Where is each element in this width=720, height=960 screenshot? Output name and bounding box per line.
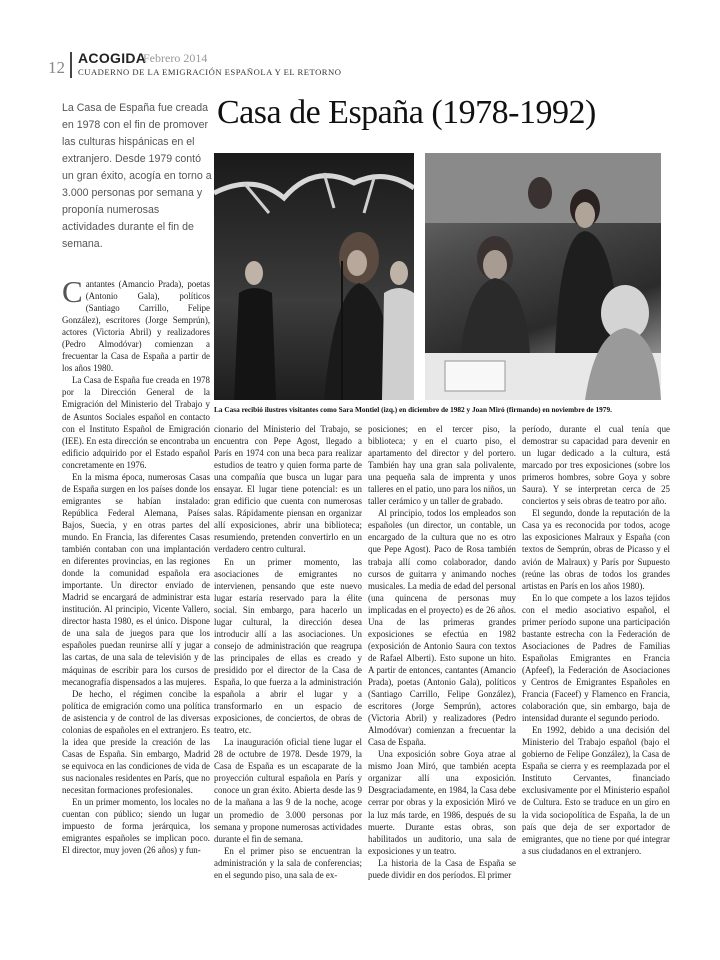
paragraph: período, durante el cual tenía que demostrar su capacidad para devenir en un lugar dedicado a la cultura, está marcado por tres exposiciones (sobre los primeros hombres, sobre Goya y sobre Saura). Y se interpretan cerca de 25 conciertos y seis obras de teatro por año.	[522, 424, 670, 507]
photo-caption: La Casa recibió ilustres visitantes como Sara Montiel (izq.) en diciembre de 1982 y Joan Miró (firmando) en noviembre de 1979.	[214, 405, 612, 414]
paragraph	[62, 274, 210, 374]
photo-sara-montiel	[214, 153, 414, 400]
header-divider	[70, 52, 72, 78]
paragraph: El segundo, donde la reputación de la Casa ya es reconocida por todos, acoge las exposiciones Malraux y España (con textos de Semprún, obras de Picasso y el avión de Malraux) y París por Supuesto (reúne las obras de todos los grandes artistas en París en los años 1980).	[522, 508, 670, 591]
drop-cap: C	[62, 274, 83, 309]
article-title: Casa de España (1978-1992)	[217, 94, 596, 131]
issue-date: Febrero 2014	[143, 51, 208, 65]
publication-name: ACOGIDA	[78, 50, 147, 66]
article-intro: La Casa de España fue creada en 1978 con el fin de promover las culturas hispánicas en el extranjero. Desde 1979 contó un gran éxito, acogía en torno a 3.000 personas por semana y proponía numerosas actividades durante el fin de semana.	[62, 102, 212, 250]
photo-sara-montiel-illustration	[214, 153, 414, 400]
paragraph: En lo que compete a los lazos tejidos con el medio asociativo español, el primer período supone una participación bastante estrecha con la Federación de Asociaciones de Padres de Familias Españolas Emigrantes en Francia (Apfeef), la Federación de Asociaciones y Centros de Emigrantes Españoles en Francia (Faceef) y Flamenco en Francia, colaboración que, sin embargo, baja de intensidad durante el segundo periodo.	[522, 592, 670, 724]
publication-subtitle: CUADERNO DE LA EMIGRACIÓN ESPAÑOLA Y EL RETORNO	[78, 67, 342, 77]
paragraph: La Casa de España fue creada en 1978 por la Dirección General de la Emigración del Ministerio del Trabajo y de Asuntos Sociales español en contacto con el Instituto Español de Emigración (IEE). En esta dirección se encontraba un edificio adquirido por el Estado español concretamente en 1976.	[62, 375, 210, 470]
paragraph: En un primer momento, las asociaciones de emigrantes no intervienen, pensando que este nuevo lugar estaría reservado para la élite social. Sin embargo, para hacerlo un lugar cultural, la dirección desea introducir allí a las asociaciones. Un consejo de administración que reagrupa las principales de ellas es creado y presidido por el director de la Casa de España, lo que fuerza a la administración española a abrir el lugar y a transformarlo en un espacio de exposiciones, de conciertos, de obras de teatro, etc.	[214, 556, 362, 736]
page-header	[48, 50, 688, 80]
text-column-1	[62, 274, 210, 856]
photo-joan-miro	[425, 153, 661, 400]
paragraph: En 1992, debido a una decisión del Ministerio del Trabajo español (bajo el gobierno de Felipe González), la Casa de España se cierra y es reemplazada por el Instituto Cervantes, financiado exclusivamente por el Ministerio español de Cultura. Esto se traduce en un giro en la vida sociopolítica de España, la de un país que deja de ser exportador de emigrantes, que no tiene por qué integrar a sus ciudadanos en el extranjero.	[522, 725, 670, 856]
paragraph: En el primer piso se encuentran la administración y la sala de conferencias; en el segundo piso, una sala de ex-	[214, 845, 362, 880]
paragraph: En un primer momento, los locales no cuentan con público; siendo un lugar impuesto de forma jerárquica, los emigrantes españoles se implican poco. El director, muy joven (26 años) y fun-	[62, 797, 210, 856]
paragraph: La inauguración oficial tiene lugar el 28 de octubre de 1978. Desde 1979, la Casa de España es un escaparate de la proyección cultural española en París y conoce un gran éxito. Abierta desde las 9 de la mañana a las 9 de la noche, acoge un promedio de 3.000 personas por semana y propone numerosas actividades durante el fin de semana.	[214, 737, 362, 844]
page-number: 12	[48, 58, 65, 77]
paragraph: cionario del Ministerio del Trabajo, se encuentra con Pepe Agost, llegado a París en 1974 con una beca para realizar estudios de teatro y quien forma parte de una compañía que busca un lugar para ensayar. El lugar tiene potencial: es un gran edificio que cuenta con numerosas salas. Rápidamente piensan en organizar allí exposiciones, abrir una biblioteca; resumiendo, pretenden convertirlo en un verdadero centro cultural.	[214, 424, 362, 555]
paragraph: En la misma época, numerosas Casas de España surgen en los países donde los emigrantes se habían instalado: República Federal Alemana, Países Bajos, Suecia, y en otras partes del mundo. En Francia, las diferentes Casas también contaban con una implantación en diferentes provincias, en las regiones donde la comunidad española era importante. Un director enviado de Madrid se encargará de administrar esta institución. Al principio, Vicente Vallero, director hasta 1980, es el único. Dispone de una sala de juegos para que los españoles puedan reunirse allí y jugar a las cartas, de una sala de televisión y de máquinas de escribir para los cursos de mecanografía dispensados a las mujeres.	[62, 471, 210, 687]
text-column-4	[522, 423, 670, 857]
paragraph: La historia de la Casa de España se puede dividir en dos períodos. El primer	[368, 857, 516, 880]
paragraph: posiciones; en el tercer piso, la biblioteca; y en el cuarto piso, el apartamento del director y del portero. También hay una gran sala polivalente, una pequeña sala de imprenta y unos talleres en el patio, uno para los niños, un taller cerámico y un taller de grabado.	[368, 424, 516, 507]
paragraph-text: antantes (Amancio Prada), poetas (Antonio Gala), políticos (Santiago Carrillo, Felipe González), escritores (Jorge Semprún), actores (Victoria Abril) y realizadores (Pedro Almodóvar) comienzan a frecuentar la Casa de España a partir de los años 1980.	[62, 279, 210, 374]
paragraph: Al principio, todos los empleados son españoles (un director, un contable, un encargado de la cultura que no es otro que Pepe Agost). Paco de Rosa también trabaja allí como colaborador, dando cursos de guitarra y animando noches musicales. La media de edad del personal (una quincena de personas muy implicadas en el proyecto) es de 26 años. Una de las primeras grandes exposiciones se efectúa en 1982 (exposición de Antonio Saura con textos de Rafael Alberti). Esto supone un hito. A partir de entonces, cantantes (Amancio Prada), poetas (Antonio Gala), políticos (Santiago Carrillo, Felipe González), escritores (Jorge Semprún), actores (Victoria Abril) y realizadores (Pedro Almodóvar) comienzan a frecuentar la Casa de España.	[368, 508, 516, 748]
paragraph: De hecho, el régimen concibe la política de emigración como una política de asistencia y de control de las diversas colonias de españoles en el extranjero. Es la idea que preside la creación de las Casas de España. Sin embargo, Madrid se equivoca en las condiciones de vida de sus nacionales residentes en París, que no necesitan formaciones profesionales.	[62, 688, 210, 795]
text-column-3	[368, 423, 516, 881]
text-column-2	[214, 423, 362, 881]
paragraph: Una exposición sobre Goya atrae al mismo Joan Miró, que también acepta organizar allí una exposición. Desgraciadamente, en 1984, la Casa debe cerrar por obras y la exposición Miró ve la luz más tarde, en 1986, después de su muerte. Durante estas obras, son habilitados un auditorio, una sala de exposiciones y un teatro.	[368, 749, 516, 856]
photo-joan-miro-illustration	[425, 153, 661, 400]
